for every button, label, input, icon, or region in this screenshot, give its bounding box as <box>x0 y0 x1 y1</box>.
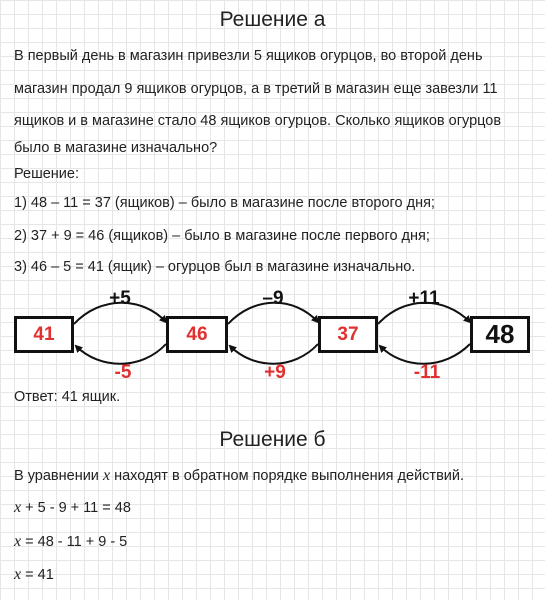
box-37: 37 <box>318 316 378 353</box>
forward-op-1: +5 <box>109 288 131 309</box>
reverse-op-2: +9 <box>264 362 286 383</box>
arrow-reverse-2 <box>230 344 318 364</box>
explanation-variable: x <box>102 467 111 484</box>
explanation-after: находят в обратном порядке выполнения действий. <box>110 468 465 484</box>
step-3: 3) 46 – 5 = 41 (ящик) – огурцов был в магазине изначально. <box>14 259 416 275</box>
problem-line-3: ящиков и в магазине стало 48 ящиков огурцов. Сколько ящиков огурцов <box>14 113 502 129</box>
step-1: 1) 48 – 11 = 37 (ящиков) – было в магазине после второго дня; <box>14 195 435 211</box>
equation-1 <box>14 499 131 517</box>
forward-op-3: +11 <box>408 288 440 309</box>
step-2: 2) 37 + 9 = 46 (ящиков) – было в магазине после первого дня; <box>14 228 430 244</box>
box-41: 41 <box>14 316 74 353</box>
box-48: 48 <box>470 316 530 353</box>
box-46: 46 <box>166 316 228 353</box>
solution-label: Решение: <box>14 166 79 182</box>
heading-solution-a: Решение а <box>219 8 326 31</box>
answer: Ответ: 41 ящик. <box>14 389 121 405</box>
equation-3-text: = 41 <box>21 567 54 583</box>
equation-1-variable: x <box>14 499 22 516</box>
arrow-reverse-3 <box>380 344 470 364</box>
forward-op-2: –9 <box>262 288 284 309</box>
explanation-before: В уравнении <box>14 468 103 484</box>
problem-line-2: магазин продал 9 ящиков огурцов, а в третий в магазин еще завезли 11 <box>14 81 498 97</box>
chain-diagram <box>0 284 545 384</box>
arrow-reverse-1 <box>76 344 166 364</box>
equation-2-text: = 48 - 11 + 9 - 5 <box>21 534 128 550</box>
equation-2 <box>14 533 127 551</box>
equation-1-text: + 5 - 9 + 11 = 48 <box>21 500 131 516</box>
reverse-op-1: -5 <box>114 362 132 383</box>
equation-3-variable: x <box>14 566 22 583</box>
explanation <box>14 467 464 485</box>
heading-solution-b: Решение б <box>219 428 326 451</box>
reverse-op-3: -11 <box>413 362 441 383</box>
equation-2-variable: x <box>14 533 22 550</box>
problem-line-4: было в магазине изначально? <box>14 140 218 156</box>
problem-line-1: В первый день в магазин привезли 5 ящиков огурцов, во второй день <box>14 48 483 64</box>
equation-3 <box>14 566 54 584</box>
